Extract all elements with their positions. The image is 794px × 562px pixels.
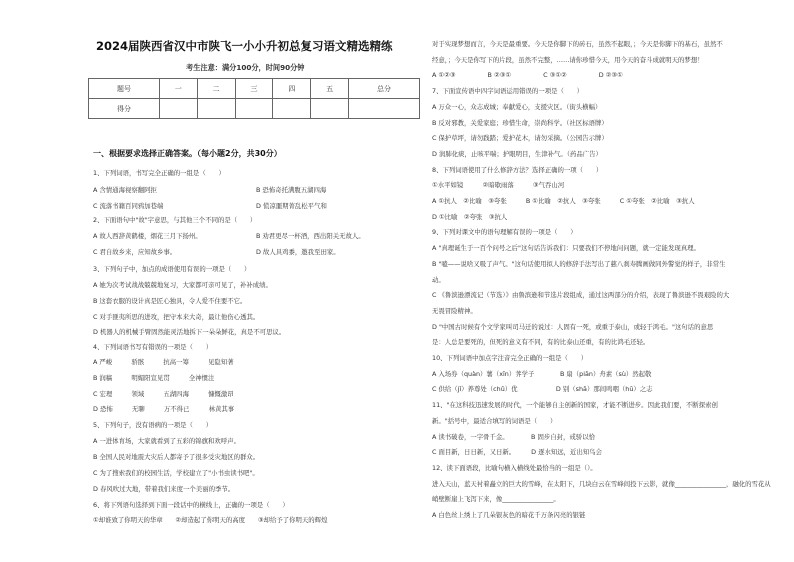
question-line: D 机器人的机械手臂固然能灵活地拆下一朵朵鲜花，真是不可思议。 [93, 328, 286, 336]
score-table-cell [159, 99, 197, 119]
question-line: C 面目新，日日新，又日新。 D 逐水知远，近出知鸟会 [432, 448, 603, 457]
question-line: 峭壁断崖上飞泻下来，像________________。 [432, 495, 560, 504]
question-line: D "中国古时候有个文学家叫司马迁的说过：人固有一死，或重于泰山，或轻于鸿毛。"这句话的意思 [432, 322, 714, 331]
question-line: C 对手匪夷所思的进攻，把守本来大奇，最让他伤心透其。 [93, 313, 260, 321]
question-line: A 万众一心，众志成城；奉献爱心，支援灾区。（街头横幅） [432, 102, 602, 111]
question-line: C 君自故乡来，应知故乡事。 [93, 248, 177, 256]
score-table-cell: 三 [235, 79, 273, 99]
score-table-cell: 题号 [89, 79, 160, 99]
question-line: 1、下列词语，书写完全正确的一组是（ ） [93, 169, 225, 177]
question-line: B 这套衣服的设计真是匠心独具，令人爱不住要不它。 [93, 297, 247, 305]
question-line: C 宏理 领域 五湖四海 慷慨激昂 [93, 390, 234, 398]
score-table-cell [197, 99, 235, 119]
question-line: A ①抗人 ②比喻 ③夸张 B ①比喻 ②抗人 ③夸张 C ①夸张 ②比喻 ③抗人 [432, 197, 695, 205]
question-line: A 读书破卷，一字骨千金。 B 固步自封，戒骄以恰 [432, 432, 595, 441]
question-line: D 恐怖 无聊 万不得已 林黄其事 [93, 405, 235, 413]
question-line: 3、下列句子中，加点的成语使用有误的一项是（ ） [93, 265, 251, 273]
question-line: D 润肺化痰，止咳平喘；护眼明目，生津补气。（药品广告） [432, 149, 602, 158]
question-line: 动。 [432, 275, 445, 284]
score-table-cell [273, 99, 311, 119]
question-line: 无畏冒险精神。 [432, 306, 477, 315]
question-line: D 春风吹过大地，带着我们来度一个美丽的季节。 [93, 485, 235, 493]
question-line: ①却谁致了你明天的华章 ②却造起了你明天的高度 ③却给予了你明天的辉煌 [93, 516, 328, 524]
question-line: B 劝君更尽一杯酒，西出阳关无故人。 [256, 232, 365, 240]
question-line: 4、下列词语书写有错误的一项是（ ） [93, 343, 213, 351]
question-line: B 全国人民对地震大灾后人都寄予了很多受灾地区的群众。 [93, 453, 260, 461]
question-line: 6、将下列语句选择到下面一段话中的横线上，正确的一项是（ ） [93, 501, 289, 509]
score-table-cell [311, 99, 349, 119]
question-line: A 白色丝上绣上了几朵银灰色的暗花千万条闪亮的银链 [432, 511, 586, 519]
exam-notice: 考生注意：满分100分，时间90分钟 [186, 63, 305, 72]
question-line: B "嗑——说啥又吸了声气。"这句话使用拟人的修辞手法写出了慈八刹寿腾画做同外警觉的样子，非常生 [432, 259, 726, 268]
score-table-cell: 二 [197, 79, 235, 99]
score-table [88, 78, 420, 119]
question-line: C 流落书籍百同鸦加巷端 [93, 202, 164, 210]
question-line: 9、下列对课文中的语句理解有误的一项是（ ） [432, 228, 577, 237]
score-table-cell: 得分 [89, 99, 160, 119]
question-line: ①水平如镜 ②暗歇雨落 ③气吞山河 [432, 181, 565, 190]
question-line: C 保护草坪，请勿践踏；爱护花木，请勿采摘。（公园告示牌） [432, 134, 608, 143]
question-line: 是：人总是要死的，但死的意义有不同，有的比泰山还重，有的比鸿毛还轻。 [432, 338, 650, 347]
question-line: A 她为次考试战战兢兢地复习，大家都可亲可见了，补补成绩。 [93, 281, 272, 289]
score-table-cell: 一 [159, 79, 197, 99]
question-line: A 入场券（quàn）薯（xīn）荠学子 B 扇（piān）舟素（sù）然起敬 [432, 369, 652, 378]
question-line: D 故人具鸡黍，邀我至田家。 [256, 248, 340, 256]
score-table-cell: 五 [311, 79, 349, 99]
question-line: A 故人西辞黄鹤楼，烟花三月下扬州。 [93, 232, 202, 240]
question-line: A 严峻 骄骸 抗高一筹 见隐知著 [93, 358, 234, 366]
question-line: 2、下面语句中"故"字意思，与其他三个不同的是（ ） [93, 216, 257, 224]
question-line: C 供给（jǐ）养尊处（chǔ）优 D 别（shā）那间鸣咽（hū）之志 [432, 385, 653, 394]
question-line: 7、下面宣传语中四字词语运用错误的一项是（ ） [432, 87, 584, 96]
score-table-cell: 总分 [349, 79, 420, 99]
score-table-score-row [89, 99, 420, 119]
question-line: D 慌凉噩期菁乱松平气和 [256, 202, 327, 210]
question-line: C 《鲁滨逊漂流记（节选）》由鲁滨逊和节选片段组成，通过这两部分的介绍，表现了鲁滨逊不畏艰险的大 [432, 291, 730, 300]
question-line: 10、下列词语中加点字注音完全正确的一组是（ ） [432, 354, 588, 362]
question-line: 8、下列词语使用了什么修辞方法？选择正确的一项（ ） [432, 165, 603, 174]
question-line: B 反对邪教，关爱家庭；珍惜生命，崇尚科学。（社区标语牌） [432, 118, 608, 127]
question-line: 对于实现梦想而言，今天是最重要。今天是你脚下的砖石，虽然不起眼，；今天是你脚下的基石，虽然不 [432, 40, 723, 48]
question-line: D ①比喻 ②夸张 ③抗人 [432, 212, 508, 221]
score-table-header-row [89, 79, 420, 99]
question-line: 5、下列句子，没有语病的一项是（ ） [93, 421, 213, 429]
question-line: A ①②③ B ②③① C ③①② D ②③① [432, 71, 623, 80]
document-title: 2024届陕西省汉中市陕飞一小小升初总复习语文精选精练 [96, 39, 393, 53]
question-line: C 为了搜索我们的校园生活，学校建立了"小书虫读书吧"。 [93, 469, 259, 477]
question-line: 经意，；今天是你写下的片段，虽然不完整，……请你珍惜今天，用今天的奋斗成就明天的梦想！ [432, 55, 704, 64]
question-line: A "真理诞生于一百个问号之后"这句话告诉我们：只要我们不停地问问题，就一定能发现真理。 [432, 244, 700, 253]
score-table-cell [349, 99, 420, 119]
score-table-cell: 四 [273, 79, 311, 99]
question-line: 进入天山，蓝天衬着矗立的巨大的雪峰，在太阳下，几块白云在雪峰间投下云影，就像________________，融化的雪花从 [432, 479, 771, 488]
question-line: 12、读下面语段，比喻句横入横线处最恰当的一组是（）。 [432, 463, 597, 472]
question-line: A 一进体育场，大家就看到了五彩的锦旗和欢呼声。 [93, 437, 240, 445]
score-table-cell [235, 99, 273, 119]
question-line: A 含情通海视察翻阿拒 [93, 186, 157, 194]
question-line: 11、"在这科技迅速发展的时代，一个能够自主创新的国家，才能不断进步。因此我们要，不断探索创 [432, 401, 718, 410]
question-line: 新。"括号中，最适合填写的词语是（ ） [432, 416, 557, 425]
question-line: B 润稿 明媚阳宣见贯 全神惯注 [93, 374, 215, 382]
section-heading: 一、根据要求选择正确答案。（每小题2分，共30分） [93, 149, 282, 158]
question-line: B 恐怖奇托满腹五湖四海 [256, 186, 327, 194]
